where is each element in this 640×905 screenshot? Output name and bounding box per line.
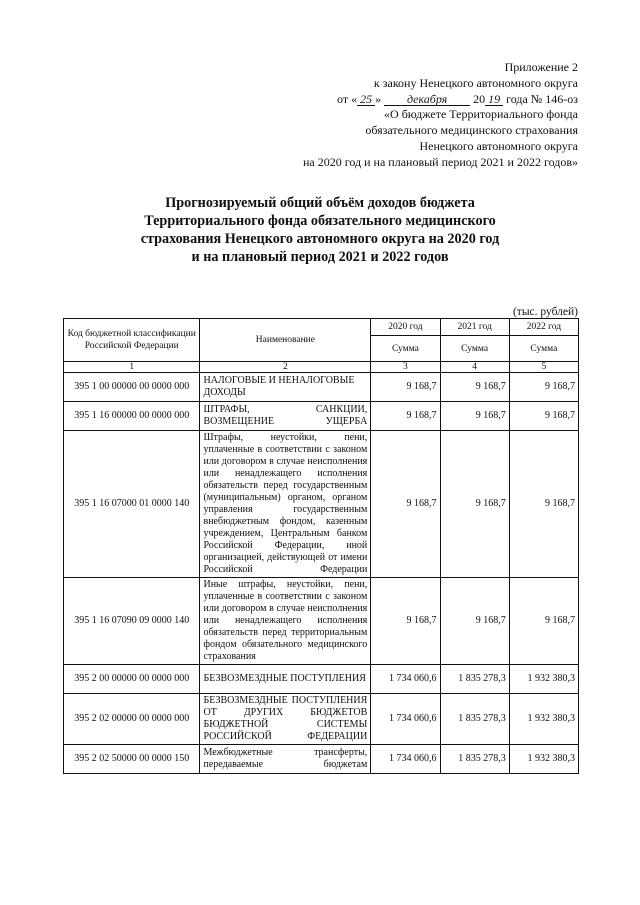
row-name: Межбюджетные трансферты, передаваемые бюджетам <box>200 745 371 774</box>
row-code: 395 2 02 00000 00 0000 000 <box>64 694 200 745</box>
header-year-2020: 2020 год <box>371 319 440 336</box>
row-value-2021: 9 168,7 <box>440 373 509 402</box>
row-value-2020: 9 168,7 <box>371 402 440 431</box>
handwritten-day: 25 <box>357 93 375 106</box>
row-name: ШТРАФЫ, САНКЦИИ, ВОЗМЕЩЕНИЕ УЩЕРБА <box>200 402 371 431</box>
row-code: 395 1 00 00000 00 0000 000 <box>64 373 200 402</box>
row-value-2021: 9 168,7 <box>440 431 509 578</box>
header-sum-2020: Сумма <box>371 336 440 362</box>
table-row <box>64 431 579 578</box>
law-title-line-2: обязательного медицинского страхования <box>365 123 578 138</box>
units-label: (тыс. рублей) <box>512 306 578 318</box>
title-line-4: и на плановый период 2021 и 2022 годов <box>191 249 449 265</box>
row-value-2021: 1 835 278,3 <box>440 694 509 745</box>
row-name: БЕЗВОЗМЕЗДНЫЕ ПОСТУПЛЕНИЯ <box>200 665 371 694</box>
row-name: БЕЗВОЗМЕЗДНЫЕ ПОСТУПЛЕНИЯ ОТ ДРУГИХ БЮДЖЕТОВ БЮДЖЕТНОЙ СИСТЕМЫ РОССИЙСКОЙ ФЕДЕРАЦИИ <box>200 694 371 745</box>
column-number-row <box>64 362 579 373</box>
row-value-2021: 9 168,7 <box>440 402 509 431</box>
column-number: 3 <box>371 362 440 373</box>
row-value-2021: 9 168,7 <box>440 578 509 665</box>
row-name: Штрафы, неустойки, пени, уплаченные в соответствии с законом или договором в случае неисполнения или ненадлежащего исполнения обязательств перед государственным (муниципальным) органом, органом управления государственным внебюджетным фондом, казенным учреждением, Центральным банком Российской Федерации, иной организацией, действующей от имени Российской Федерации <box>200 431 371 578</box>
row-value-2020: 9 168,7 <box>371 431 440 578</box>
row-value-2020: 9 168,7 <box>371 373 440 402</box>
row-value-2020: 1 734 060,6 <box>371 745 440 774</box>
row-code: 395 1 16 07090 09 0000 140 <box>64 578 200 665</box>
row-value-2022: 9 168,7 <box>509 578 578 665</box>
row-value-2022: 9 168,7 <box>509 402 578 431</box>
column-number: 1 <box>64 362 200 373</box>
row-value-2022: 1 932 380,3 <box>509 694 578 745</box>
title-line-2: Территориального фонда обязательного медицинского <box>144 213 496 229</box>
table-header-row <box>64 319 579 336</box>
table-row <box>64 694 579 745</box>
revenue-table <box>63 318 579 774</box>
row-code: 395 1 16 07000 01 0000 140 <box>64 431 200 578</box>
header-year-2022: 2022 год <box>509 319 578 336</box>
row-value-2021: 1 835 278,3 <box>440 665 509 694</box>
table-row <box>64 578 579 665</box>
column-number: 4 <box>440 362 509 373</box>
row-code: 395 2 02 50000 00 0000 150 <box>64 745 200 774</box>
handwritten-month: декабря <box>384 93 470 106</box>
header-sum-2022: Сумма <box>509 336 578 362</box>
row-value-2021: 1 835 278,3 <box>440 745 509 774</box>
row-value-2020: 1 734 060,6 <box>371 694 440 745</box>
table-row <box>64 402 579 431</box>
row-value-2022: 1 932 380,3 <box>509 745 578 774</box>
handwritten-year: 19 <box>485 93 503 106</box>
row-code: 395 1 16 00000 00 0000 000 <box>64 402 200 431</box>
header-sum-2021: Сумма <box>440 336 509 362</box>
row-value-2022: 9 168,7 <box>509 431 578 578</box>
row-value-2020: 9 168,7 <box>371 578 440 665</box>
header-year-2021: 2021 год <box>440 319 509 336</box>
law-title-line-1: «О бюджете Территориального фонда <box>384 107 578 122</box>
law-title-line-4: на 2020 год и на плановый период 2021 и 2022 годов» <box>302 154 578 169</box>
table-row <box>64 665 579 694</box>
appendix-label: Приложение 2 <box>504 60 578 74</box>
title-line-1: Прогнозируемый общий объём доходов бюджета <box>165 195 475 211</box>
document-title <box>60 194 580 266</box>
table-row <box>64 373 579 402</box>
document-header <box>250 60 578 171</box>
law-reference: к закону Ненецкого автономного округа <box>373 75 578 90</box>
row-code: 395 2 00 00000 00 0000 000 <box>64 665 200 694</box>
row-value-2022: 1 932 380,3 <box>509 665 578 694</box>
row-value-2022: 9 168,7 <box>509 373 578 402</box>
header-name: Наименование <box>200 319 371 362</box>
row-name: НАЛОГОВЫЕ И НЕНАЛОГОВЫЕ ДОХОДЫ <box>200 373 371 402</box>
title-line-3: страхования Ненецкого автономного округа на 2020 год <box>140 231 500 247</box>
column-number: 5 <box>509 362 578 373</box>
header-code: Код бюджетной классификации Российской Федерации <box>64 319 200 362</box>
law-title-line-3: Ненецкого автономного округа <box>419 138 578 153</box>
column-number: 2 <box>200 362 371 373</box>
row-value-2020: 1 734 060,6 <box>371 665 440 694</box>
law-date-line: от « 25 » декабря 20 19 года № 146-оз <box>337 91 578 106</box>
table-row <box>64 745 579 774</box>
row-name: Иные штрафы, неустойки, пени, уплаченные в соответствии с законом или договором в случае неисполнения или ненадлежащего исполнения обязательств перед территориальным фондом обязательного медицинского страхования <box>200 578 371 665</box>
